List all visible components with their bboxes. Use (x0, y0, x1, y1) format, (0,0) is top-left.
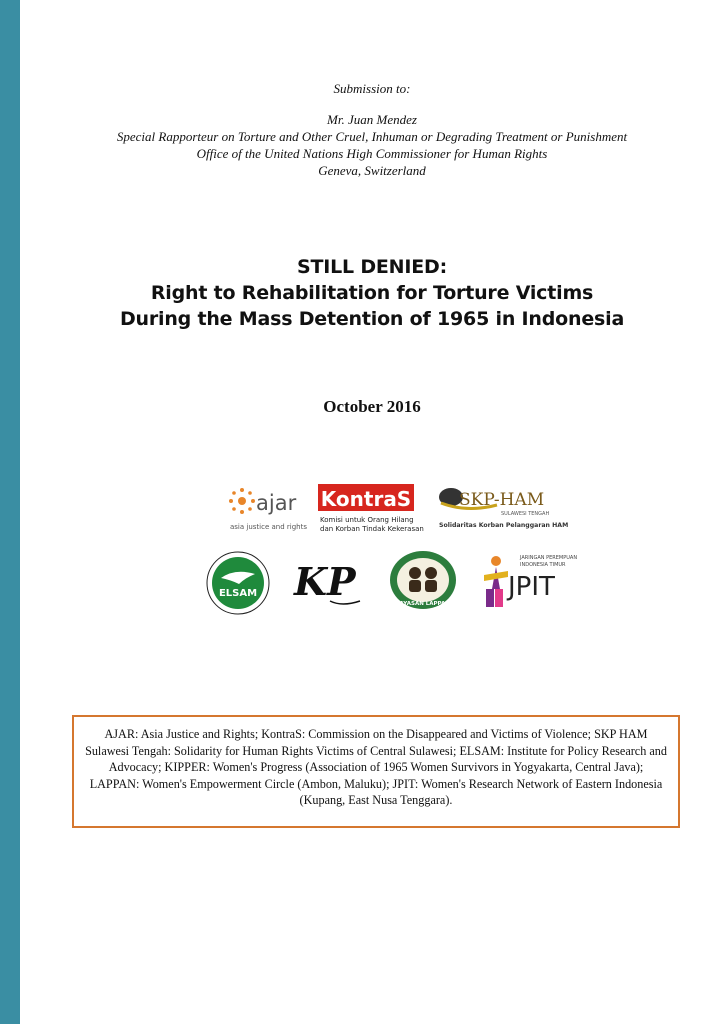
kontras-sub-2: dan Korban Tindak Kekerasan (320, 525, 424, 533)
abbreviations-box (72, 715, 680, 828)
skpham-logo (437, 483, 569, 533)
ajar-sun-icon (229, 488, 255, 514)
jpit-logo (480, 549, 580, 611)
ajar-logo (228, 481, 307, 533)
title-line-2: Right to Rehabilitation for Torture Victims (150, 282, 594, 304)
title-line-3: During the Mass Detention of 1965 in Indonesia (119, 308, 625, 330)
kontras-logo (316, 482, 424, 534)
skpham-region: SULAWESI TENGAH (501, 511, 550, 517)
ajar-name: ajar (256, 491, 297, 515)
skpham-name: SKP-HAM (459, 490, 545, 510)
jpit-top-1: JARINGAN PEREMPUAN (520, 555, 578, 561)
report-date: October 2016 (323, 397, 421, 416)
ajar-tagline: asia justice and rights (230, 523, 307, 531)
abbreviations-text: AJAR: Asia Justice and Rights; KontraS: Commission on the Disappeared and Victims of Violence; SKP HAM Sulawesi Tengah: Solidarity for Human Rights Victims of Central Sulawesi; ELSAM: Institute for Policy Research and Advocacy; KIPPER: Women's Progress (Association of 1965 Women Survivors in Yogyakarta, Central Java); LAPPAN: Women's Empowerment Circle (Ambon, Maluku); JPIT: Women's Research Network of Eastern Indonesia (Kupang, East Nusa Tenggara). (85, 727, 667, 807)
jpit-top-2: INDONESIA TIMUR (520, 562, 566, 568)
report-title (20, 254, 724, 332)
title-line-1: STILL DENIED: (296, 256, 447, 278)
kp-logo (290, 557, 370, 609)
elsam-name: ELSAM (218, 588, 258, 599)
kontras-name: KontraS (320, 487, 412, 511)
recipient-office: Office of the United Nations High Commissioner for Human Rights (196, 146, 548, 161)
jpit-name: JPIT (508, 572, 555, 602)
submission-label: Submission to: (333, 81, 411, 96)
lappan-name: YAYASAN LAPPAN (396, 601, 450, 607)
skpham-tagline: Solidaritas Korban Pelanggaran HAM (439, 522, 569, 529)
submission-block (20, 80, 724, 179)
recipient-title: Special Rapporteur on Torture and Other Cruel, Inhuman or Degrading Treatment or Punishment (116, 129, 628, 144)
elsam-logo (205, 550, 271, 616)
kontras-sub-1: Komisi untuk Orang Hilang (320, 516, 414, 524)
lappan-logo (388, 549, 458, 611)
recipient-name: Mr. Juan Mendez (327, 112, 417, 127)
cover-spine (0, 0, 20, 1024)
recipient-location: Geneva, Switzerland (318, 163, 426, 178)
jpit-figure-icon (484, 556, 508, 607)
kp-name: KP (294, 559, 356, 604)
